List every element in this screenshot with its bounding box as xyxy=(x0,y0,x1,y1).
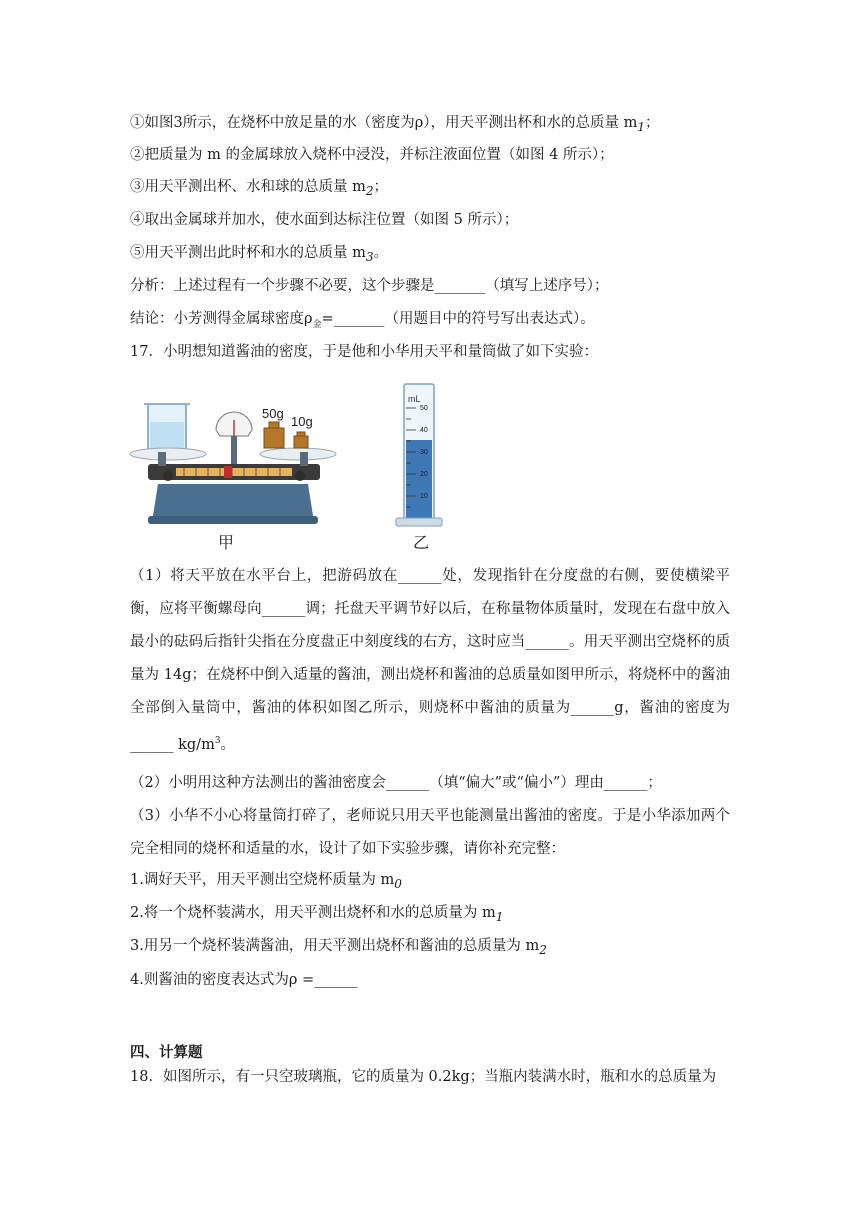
q17-step-3: 3.用另一个烧杯装满酱油，用天平测出烧杯和酱油的总质量为 $m_2$ xyxy=(130,938,547,957)
weight-50g-label: 50g xyxy=(262,406,284,421)
q16-step-1: ①如图3所示，在烧杯中放足量的水（密度为ρ），用天平测出杯和水的总质量 $m_1$； xyxy=(130,115,660,134)
q16-step-5: ⑤用天平测出此时杯和水的总质量 $m_3$。 xyxy=(130,245,389,264)
q16-conclusion: 结论：小芳测得金属球密度$\rho_金=\_\_\_\_\_\_\_$（用题目中的符号写出表达式）。 xyxy=(130,311,595,330)
q18-text: 18．如图所示，有一只空玻璃瓶，它的质量为 0.2kg；当瓶内装满水时，瓶和水的总质量为 xyxy=(130,1069,717,1085)
q17-step-2: 2.将一个烧杯装满水，用天平测出烧杯和水的总质量为 $m_1$ xyxy=(130,905,504,924)
weight-10g-label: 10g xyxy=(291,414,313,429)
tick-label: 10 xyxy=(420,493,428,500)
tick-label: 50 xyxy=(420,405,428,412)
q17-step-4: 4.则酱油的密度表达式为ρ =______ xyxy=(130,972,358,988)
q17-part-2: （2）小明用这种方法测出的酱油密度会______（填“偏大”或“偏小”）理由______； xyxy=(130,775,662,791)
q16-step-2: ②把质量为 m 的金属球放入烧杯中浸没，并标注液面位置（如图 4 所示）； xyxy=(130,147,614,163)
graduated-cylinder-figure xyxy=(392,380,452,530)
q17-intro: 17．小明想知道酱油的密度，于是他和小华用天平和量筒做了如下实验： xyxy=(130,344,598,360)
q17-step-1: 1.调好天平，用天平测出空烧杯质量为 $m_0$ xyxy=(130,872,402,891)
tick-label: 20 xyxy=(420,471,428,478)
q16-analysis: 分析：上述过程有一个步骤不必要，这个步骤是_______（填写上述序号）； xyxy=(130,278,609,294)
figure-yi-caption: 乙 xyxy=(413,533,430,552)
tick-label: 40 xyxy=(420,427,428,434)
q16-step-4: ④取出金属球并加水，使水面到达标注位置（如图 5 所示）； xyxy=(130,212,519,228)
cylinder-unit-label: mL xyxy=(408,394,421,404)
q16-step-3: ③用天平测出杯、水和球的总质量 $m_2$； xyxy=(130,179,389,198)
balance-figure xyxy=(128,392,338,532)
tick-label: 30 xyxy=(420,449,428,456)
q17-part-3: （3）小华不小心将量筒打碎了，老师说只用天平也能测量出酱油的密度。于是小华添加两个完全相同的烧杯和适量的水，设计了如下实验步骤，请你补充完整： xyxy=(130,808,730,857)
section-title: 四、计算题 xyxy=(130,1045,203,1061)
figure-jia-caption: 甲 xyxy=(218,533,235,552)
q17-part-1: （1）将天平放在水平台上，把游码放在______处，发现指针在分度盘的右侧，要使横梁平衡，应将平衡螺母向______调；托盘天平调节好以后，在称量物体质量时，发现在右盘中放入最小的砝码后指针尖指在分度盘正中刻度线的右方，这时应当______。用天平测出空烧杯的质量为 14g；在烧杯中倒入适量的酱油，测出烧杯和酱油的总质量如图甲所示，将烧杯中的酱油全部倒入量筒中，酱油的体积如图乙所示，则烧杯中酱油的质量为______g，酱油的密度为______ $kg/m^3$。 xyxy=(130,568,730,753)
